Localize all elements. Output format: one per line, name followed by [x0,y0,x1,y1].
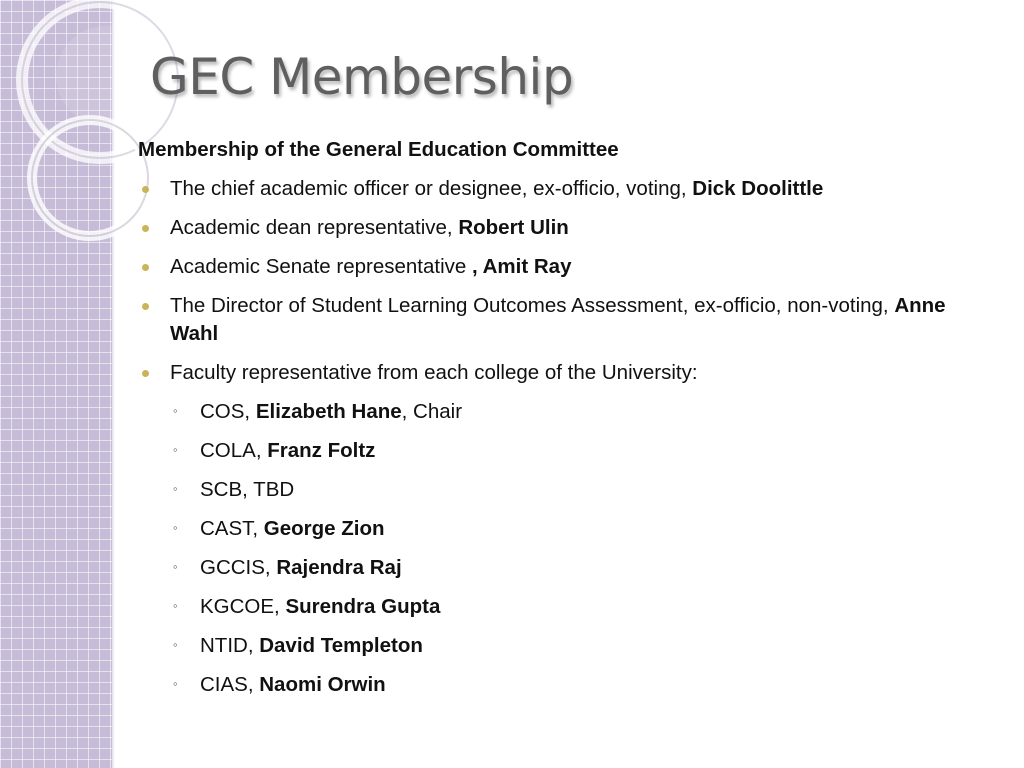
hollow-circle-bullet-icon: ◦ [173,637,178,652]
college-code: NTID, [200,634,260,657]
college-item [138,554,988,582]
college-code: GCCIS, [200,556,277,579]
hollow-circle-bullet-icon: ◦ [173,520,178,535]
member-name: Elizabeth Hane [255,400,402,423]
member-name: Robert Ulin [458,216,569,239]
list-item [138,175,988,203]
member-name: Dick Doolittle [692,177,824,200]
hollow-circle-bullet-icon: ◦ [173,403,178,418]
college-item [138,437,988,465]
bullet-text: Faculty representative from each college of the University: [170,361,698,384]
hollow-circle-bullet-icon: ◦ [173,559,178,574]
bullet-text: The chief academic officer or designee, ex-officio, voting, [170,177,693,200]
member-name: Anne Wahl [170,294,946,345]
member-name: George Zion [263,517,385,540]
college-item [138,398,988,426]
member-name: , Amit Ray [471,255,572,278]
list-item [138,214,988,242]
hollow-circle-bullet-icon: ◦ [173,442,178,457]
college-item [138,515,988,543]
college-item [138,671,988,699]
hollow-circle-bullet-icon: ◦ [173,481,178,496]
college-item [138,593,988,621]
bullet-dot-icon [142,303,149,310]
member-name: David Templeton [259,634,423,657]
slide-body [138,136,988,710]
section-subheading: Membership of the General Education Committee [138,138,619,161]
bullet-dot-icon [142,264,149,271]
college-code: CIAS, [200,673,260,696]
bullet-dot-icon [142,186,149,193]
list-item [138,292,988,348]
hollow-circle-bullet-icon: ◦ [173,676,178,691]
member-name: Naomi Orwin [259,673,386,696]
slide-title: GEC Membership [150,48,574,106]
bullet-text: Academic Senate representative [170,255,467,278]
member-name: Franz Foltz [267,439,376,462]
college-code: SCB, TBD [200,478,295,501]
college-item [138,476,988,504]
member-name: Rajendra Raj [276,556,402,579]
college-code: KGCOE, [200,595,286,618]
bullet-dot-icon [142,370,149,377]
list-item [138,253,988,281]
college-code: CAST, [200,517,264,540]
college-item [138,632,988,660]
bullet-text: The Director of Student Learning Outcomes Assessment, ex-officio, non-voting, [170,294,895,317]
bullet-dot-icon [142,225,149,232]
hollow-circle-bullet-icon: ◦ [173,598,178,613]
list-item [138,359,988,387]
college-code: COLA, [200,439,268,462]
college-code: COS, [200,400,256,423]
bullet-text: Academic dean representative, [170,216,459,239]
member-name: Surendra Gupta [285,595,441,618]
member-role: , Chair [401,400,463,423]
